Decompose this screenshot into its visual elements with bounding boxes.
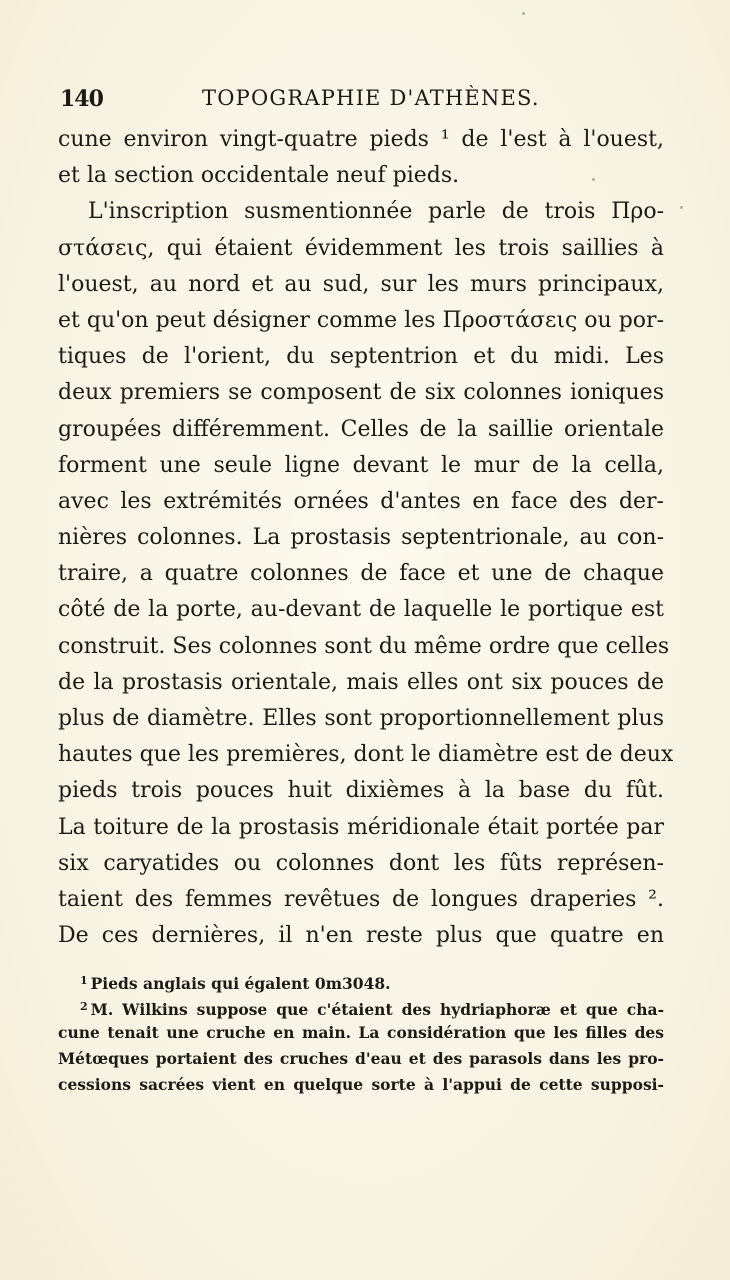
text-line: taient des femmes revêtues de longues draperies ². [58,886,664,912]
footnote-text: Pieds anglais qui égalent 0m3048. [90,974,391,993]
text-line: deux premiers se composent de six colonnes ioniques [58,380,664,406]
body-text [58,122,674,954]
text-line: côté de la porte, au-devant de laquelle le portique est [58,597,664,623]
page-number: 140 [60,86,103,112]
text-line: et qu'on peut désigner comme les Προστάσεις ou por- [58,307,664,333]
footnote-marker: 2 [80,1000,88,1013]
paper-speck [522,12,525,15]
paragraph-start-line: L'inscription susmentionnée parle de trois Προ- [88,199,664,225]
footnote-text: M. Wilkins suppose que c'étaient des hydriaphoræ et que cha- [90,1000,664,1019]
text-line: et la section occidentale neuf pieds. [58,163,460,189]
running-title: TOPOGRAPHIE D'ATHÈNES. [202,86,540,110]
text-line: l'ouest, au nord et au sud, sur les murs principaux, [58,271,664,297]
text-line: nières colonnes. La prostasis septentrionale, au con- [58,525,664,551]
text-line: forment une seule ligne devant le mur de la cella, [58,452,664,478]
paper-speck [592,178,595,181]
text-line: avec les extrémités ornées d'antes en face des der- [58,488,664,514]
text-line: plus de diamètre. Elles sont proportionnellement plus [58,706,664,731]
text-line: traire, a quatre colonnes de face et une de chaque [58,561,664,587]
text-line: de la prostasis orientale, mais elles ont six pouces de [58,669,664,695]
text-line: six caryatides ou colonnes dont les fûts représen- [58,850,664,876]
text-line: στάσεις, qui étaient évidemment les trois saillies à [58,235,664,261]
footnote-text-line: cune tenait une cruche en main. La considération que les filles des [58,1023,664,1042]
text-line: La toiture de la prostasis méridionale était portée par [58,814,664,840]
text-line: De ces dernières, il n'en reste plus que quatre en [58,923,664,949]
text-line: groupées différemment. Celles de la saillie orientale [58,416,664,442]
text-line: cune environ vingt-quatre pieds ¹ de l'est à l'ouest, [58,127,664,152]
text-line: hautes que les premières, dont le diamètre est de deux [58,742,674,768]
footnote-text-line: cessions sacrées vient en quelque sorte à l'appui de cette supposi- [58,1075,664,1094]
footnote-marker: 1 [80,974,88,987]
text-line: construit. Ses colonnes sont du même ordre que celles [58,633,670,659]
page-header [60,86,660,118]
footnote-1 [58,968,664,994]
footnote-text-line: Métœques portaient des cruches d'eau et des parasols dans les pro- [58,1049,664,1068]
footnote-2 [58,994,664,1020]
text-line: tiques de l'orient, du septentrion et du midi. Les [58,344,664,370]
paper-speck [680,206,683,209]
text-line: pieds trois pouces huit dixièmes à la base du fût. [58,778,664,804]
footnotes [58,968,664,1098]
